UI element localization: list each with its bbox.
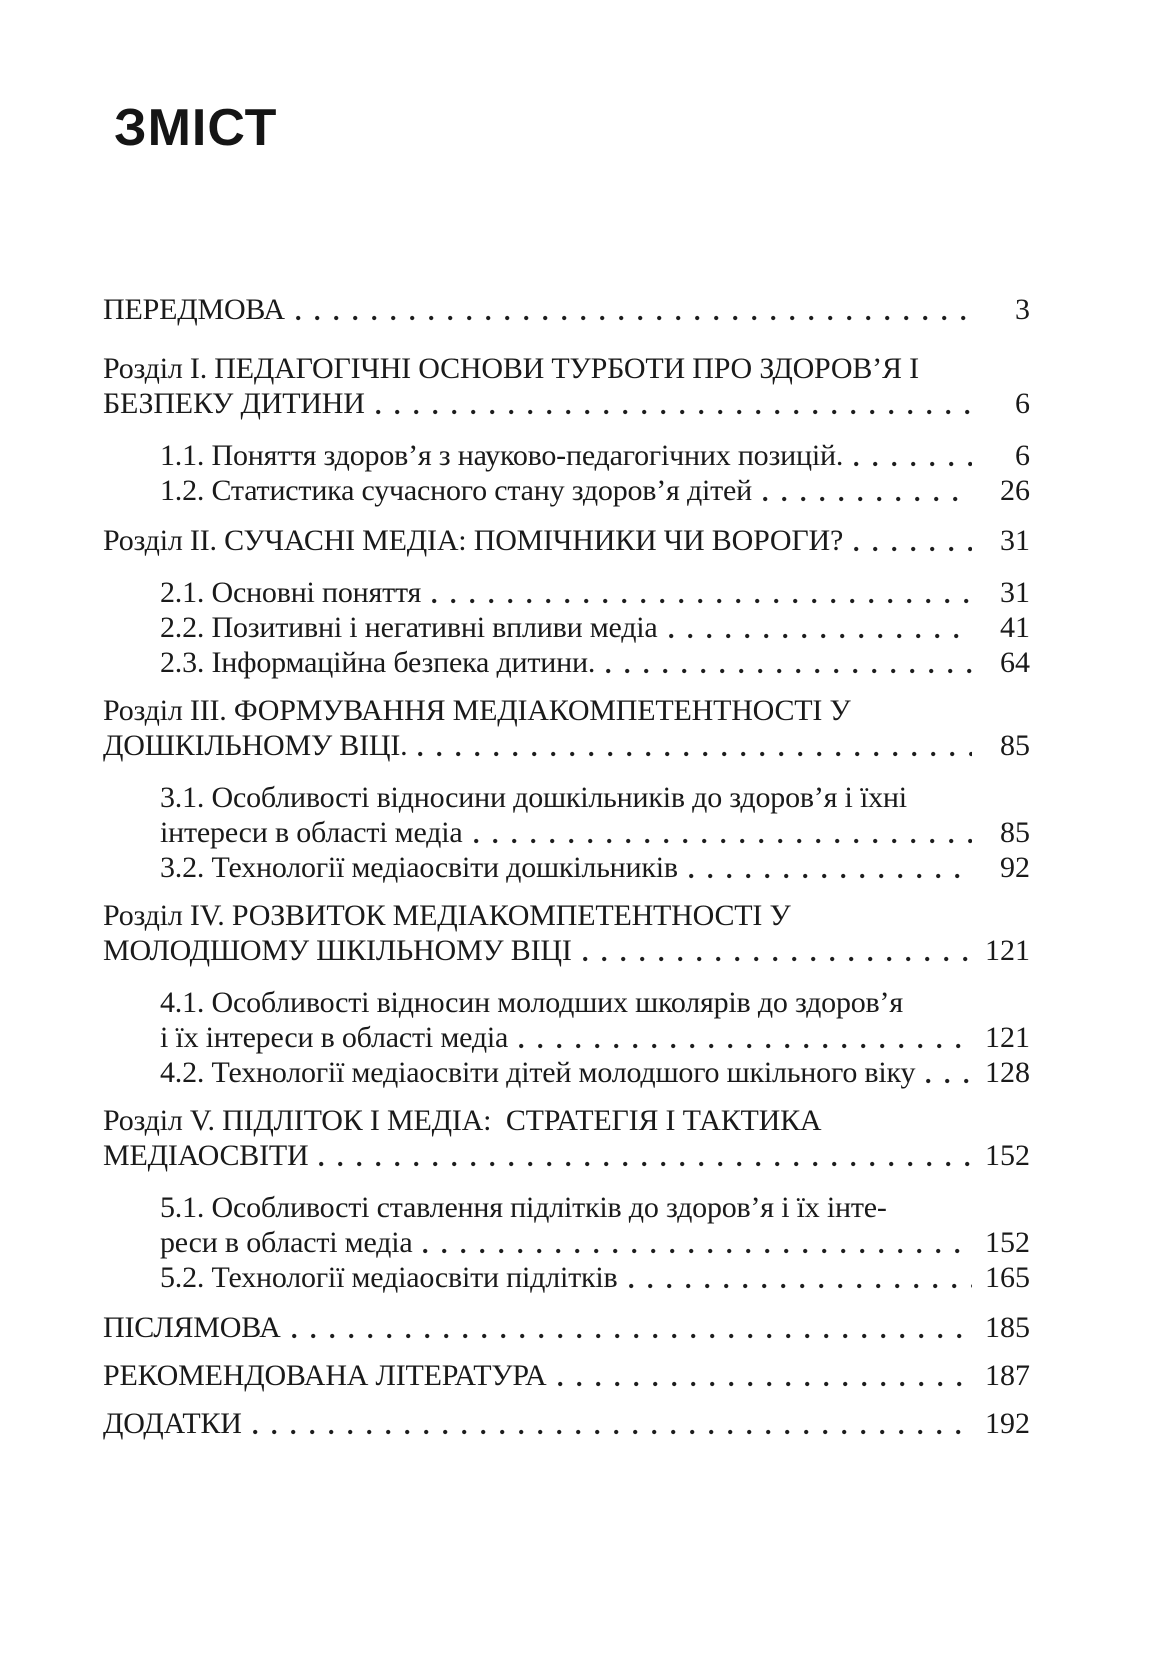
page-number: 165 bbox=[985, 1261, 1030, 1294]
toc-entry-text: РЕКОМЕНДОВАНА ЛІТЕРАТУРА bbox=[103, 1359, 547, 1392]
dot-leader bbox=[474, 836, 973, 850]
dot-leader bbox=[558, 1379, 973, 1393]
toc-entry bbox=[103, 780, 1030, 850]
toc-entry-text: і їх інтереси в області медіа bbox=[160, 1021, 509, 1054]
page-number: 31 bbox=[1000, 524, 1030, 557]
dot-leader bbox=[689, 871, 972, 885]
dot-leader bbox=[292, 1331, 972, 1345]
toc-entry-text: 2.1. Основні поняття bbox=[160, 576, 422, 609]
dot-leader bbox=[606, 666, 972, 680]
dot-leader bbox=[418, 749, 972, 763]
dot-leader bbox=[319, 1159, 972, 1173]
toc-entry bbox=[103, 1406, 1030, 1441]
dot-leader bbox=[432, 596, 972, 610]
toc-entry bbox=[103, 1103, 1030, 1173]
toc-entry bbox=[103, 1260, 1030, 1295]
dot-leader bbox=[583, 954, 972, 968]
page-number: 128 bbox=[985, 1056, 1030, 1089]
page-number: 92 bbox=[1000, 851, 1030, 884]
toc-entry bbox=[103, 985, 1030, 1055]
dot-leader bbox=[763, 494, 972, 508]
dot-leader bbox=[854, 459, 972, 473]
page-number: 152 bbox=[985, 1139, 1030, 1172]
toc-entry-text: МОЛОДШОМУ ШКІЛЬНОМУ ВІЦІ bbox=[103, 934, 572, 967]
toc-entry bbox=[103, 351, 1030, 421]
toc-entry-text: Розділ I. ПЕДАГОГІЧНІ ОСНОВИ ТУРБОТИ ПРО ЗДОРОВ’Я І bbox=[103, 352, 919, 385]
toc-entry-text: 5.2. Технології медіаосвіти підлітків bbox=[160, 1261, 618, 1294]
page-number: 121 bbox=[985, 1021, 1030, 1054]
toc-entry bbox=[103, 1190, 1030, 1260]
toc-entry bbox=[103, 610, 1030, 645]
dot-leader bbox=[629, 1281, 973, 1295]
toc-entry-text: 1.2. Статистика сучасного стану здоров’я дітей bbox=[160, 474, 753, 507]
toc-entry bbox=[103, 292, 1030, 327]
page-title: ЗМІСТ bbox=[114, 99, 278, 157]
table-of-contents bbox=[103, 292, 1030, 1441]
dot-leader bbox=[854, 544, 972, 558]
toc-entry bbox=[103, 898, 1030, 968]
dot-leader bbox=[519, 1041, 972, 1055]
toc-entry-text: 2.2. Позитивні і негативні впливи медіа bbox=[160, 611, 658, 644]
toc-entry-text: 3.2. Технології медіаосвіти дошкільників bbox=[160, 851, 678, 884]
toc-entry-text: ПІСЛЯМОВА bbox=[103, 1311, 281, 1344]
toc-entry-text: Розділ II. СУЧАСНІ МЕДІА: ПОМІЧНИКИ ЧИ ВОРОГИ? bbox=[103, 524, 844, 557]
toc-entry-text: реси в області медіа bbox=[160, 1226, 413, 1259]
page-number: 6 bbox=[1015, 387, 1030, 420]
toc-entry-text: 4.2. Технології медіаосвіти дітей молодшого шкільного віку bbox=[160, 1056, 916, 1089]
toc-entry-text: ДОШКІЛЬНОМУ ВІЦІ. bbox=[103, 729, 408, 762]
page-number: 85 bbox=[1000, 729, 1030, 762]
page-number: 187 bbox=[985, 1359, 1030, 1392]
toc-entry-text: ДОДАТКИ bbox=[103, 1407, 242, 1440]
toc-entry bbox=[103, 438, 1030, 473]
toc-entry bbox=[103, 645, 1030, 680]
toc-entry-text: 1.1. Поняття здоров’я з науково-педагогічних позицій. bbox=[160, 439, 844, 472]
page-number: 85 bbox=[1000, 816, 1030, 849]
toc-entry bbox=[103, 693, 1030, 763]
toc-entry bbox=[103, 850, 1030, 885]
dot-leader bbox=[669, 631, 972, 645]
page-number: 121 bbox=[985, 934, 1030, 967]
toc-entry-text: 3.1. Особливості відносини дошкільників до здоров’я і їхні bbox=[160, 781, 907, 814]
toc-entry bbox=[103, 1310, 1030, 1345]
page-number: 152 bbox=[985, 1226, 1030, 1259]
page-number: 41 bbox=[1000, 611, 1030, 644]
toc-entry-text: Розділ IV. РОЗВИТОК МЕДІАКОМПЕТЕНТНОСТІ У bbox=[103, 899, 791, 932]
toc-entry-text: Розділ V. ПІДЛІТОК І МЕДІА: СТРАТЕГІЯ І ТАКТИКА bbox=[103, 1104, 822, 1137]
toc-entry-text: БЕЗПЕКУ ДИТИНИ bbox=[103, 387, 365, 420]
toc-entry-text: ПЕРЕДМОВА bbox=[103, 293, 285, 326]
toc-entry bbox=[103, 1358, 1030, 1393]
page-number: 26 bbox=[1000, 474, 1030, 507]
toc-entry bbox=[103, 473, 1030, 508]
toc-entry-text: Розділ III. ФОРМУВАННЯ МЕДІАКОМПЕТЕНТНОСТІ У bbox=[103, 694, 851, 727]
dot-leader bbox=[296, 313, 972, 327]
dot-leader bbox=[926, 1076, 972, 1090]
toc-entry-text: 5.1. Особливості ставлення підлітків до здоров’я і їх інте- bbox=[160, 1191, 887, 1224]
toc-entry-text: інтереси в області медіа bbox=[160, 816, 463, 849]
toc-entry bbox=[103, 1055, 1030, 1090]
toc-entry bbox=[103, 575, 1030, 610]
page-number: 6 bbox=[1015, 439, 1030, 472]
dot-leader bbox=[376, 407, 972, 421]
toc-entry-text: 4.1. Особливості відносин молодших школярів до здоров’я bbox=[160, 986, 903, 1019]
toc-entry-text: 2.3. Інформаційна безпека дитини. bbox=[160, 646, 596, 679]
toc-entry-text: МЕДІАОСВІТИ bbox=[103, 1139, 309, 1172]
dot-leader bbox=[423, 1246, 972, 1260]
page-number: 64 bbox=[1000, 646, 1030, 679]
dot-leader bbox=[253, 1427, 972, 1441]
page-number: 192 bbox=[985, 1407, 1030, 1440]
page-number: 31 bbox=[1000, 576, 1030, 609]
toc-entry bbox=[103, 523, 1030, 558]
page-number: 185 bbox=[985, 1311, 1030, 1344]
page-number: 3 bbox=[1015, 293, 1030, 326]
